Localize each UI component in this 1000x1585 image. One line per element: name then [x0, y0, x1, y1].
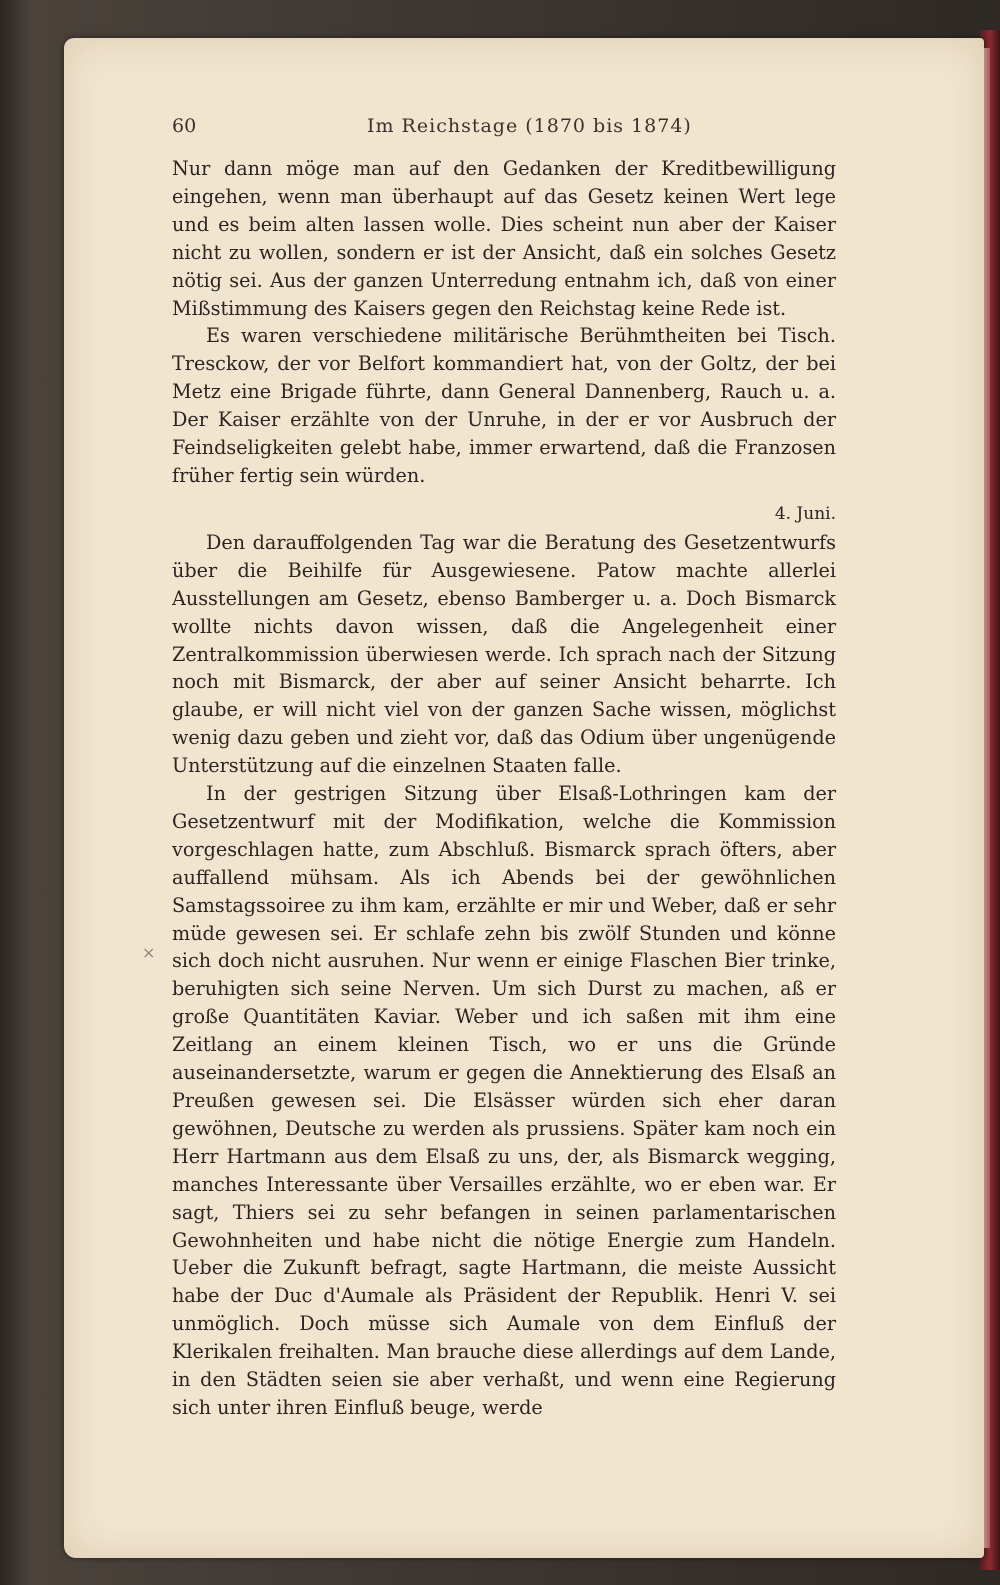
- paragraph-2: Es waren verschiedene militärische Berühmtheiten bei Tisch. Tresckow, der vor Belfort kommandiert hat, von der Goltz, der bei Metz eine Brigade führte, dann General Dannenberg, Rauch u. a. Der Kaiser erzählte von der Unruhe, in der er vor Ausbruch der Feindseligkeiten gelebt habe, immer erwartend, daß die Franzosen früher fertig sein würden.: [172, 324, 836, 487]
- page-number: 60: [172, 115, 197, 137]
- paragraph-4: In der gestrigen Sitzung über Elsaß-Lothringen kam der Gesetzentwurf mit der Modifikation, welche die Kommission vorgeschlagen hatte, zum Abschluß. Bismarck sprach öfters, aber auffallend mühsam. Als ich Abends bei der gewöhnlichen Samstagssoiree zu ihm kam, erzählte er mir und Weber, daß er sehr müde gewesen sei. Er schlafe zehn bis zwölf Stunden und könne sich doch nicht ausruhen. Nur wenn er einige Flaschen Bier trinke, beruhigten sich seine Nerven. Um sich Durst zu machen, aß er große Quantitäten Kaviar. Weber und ich saßen mit ihm eine Zeitlang an einem kleinen Tisch, wo er uns die Gründe auseinandersetzte, warum er gegen die Annektierung des Elsaß an Preußen gewesen sei. Die Elsässer würden sich eher daran gewöhnen, Deutsche zu werden als prussiens. Später kam noch ein Herr Hartmann aus dem Elsaß zu uns, der, als Bismarck wegging, manches Interessante über Versailles erzählte, wo er eben war. Er sagt, Thiers sei zu sehr befangen in seinen parlamentarischen Gewohnheiten und habe nicht die nötige Energie zum Handeln. Ueber die Zukunft befragt, sagte Hartmann, die meiste Aussicht habe der Duc d'Aumale als Präsident der Republik. Henri V. sei unmöglich. Doch müsse sich Aumale von dem Einfluß der Klerikalen freihalten. Man brauche diese allerdings auf dem Lande, in den Städten seien sie aber verhaßt, und wenn eine Regierung sich unter ihren Einfluß beuge, werde: [172, 782, 836, 1419]
- body-text: [172, 155, 836, 1422]
- running-title: Im Reichstage (1870 bis 1874): [367, 115, 692, 137]
- paragraph-3: Den darauffolgenden Tag war die Beratung des Gesetzentwurfs über die Beihilfe für Ausgewiesene. Patow machte allerlei Ausstellungen am Gesetz, ebenso Bamberger u. a. Doch Bismarck wollte nichts davon wissen, daß die Angelegenheit einer Zentralkommission überwiesen werde. Ich sprach nach der Sitzung noch mit Bismarck, der aber auf seiner Ansicht beharrte. Ich glaube, er will nicht viel von der ganzen Sache wissen, möglichst wenig dazu geben und zieht vor, daß das Odium über ungenügende Unterstützung auf die einzelnen Staaten falle.: [172, 530, 836, 778]
- page-header: [172, 115, 812, 143]
- paragraph-1: Nur dann möge man auf den Gedanken der Kreditbewilligung eingehen, wenn man überhaupt auf das Gesetz keinen Wert lege und es beim alten lassen wolle. Dies scheint nun aber der Kaiser nicht zu wollen, sondern er ist der Ansicht, daß ein solches Gesetz nötig sei. Aus der ganzen Unterredung entnahm ich, daß von einer Mißstimmung des Kaisers gegen den Reichstag keine Rede ist.: [172, 157, 836, 320]
- date-heading: 4. Juni.: [774, 503, 836, 524]
- page-red-edge: [984, 48, 990, 1548]
- margin-pencil-mark: ×: [142, 943, 156, 962]
